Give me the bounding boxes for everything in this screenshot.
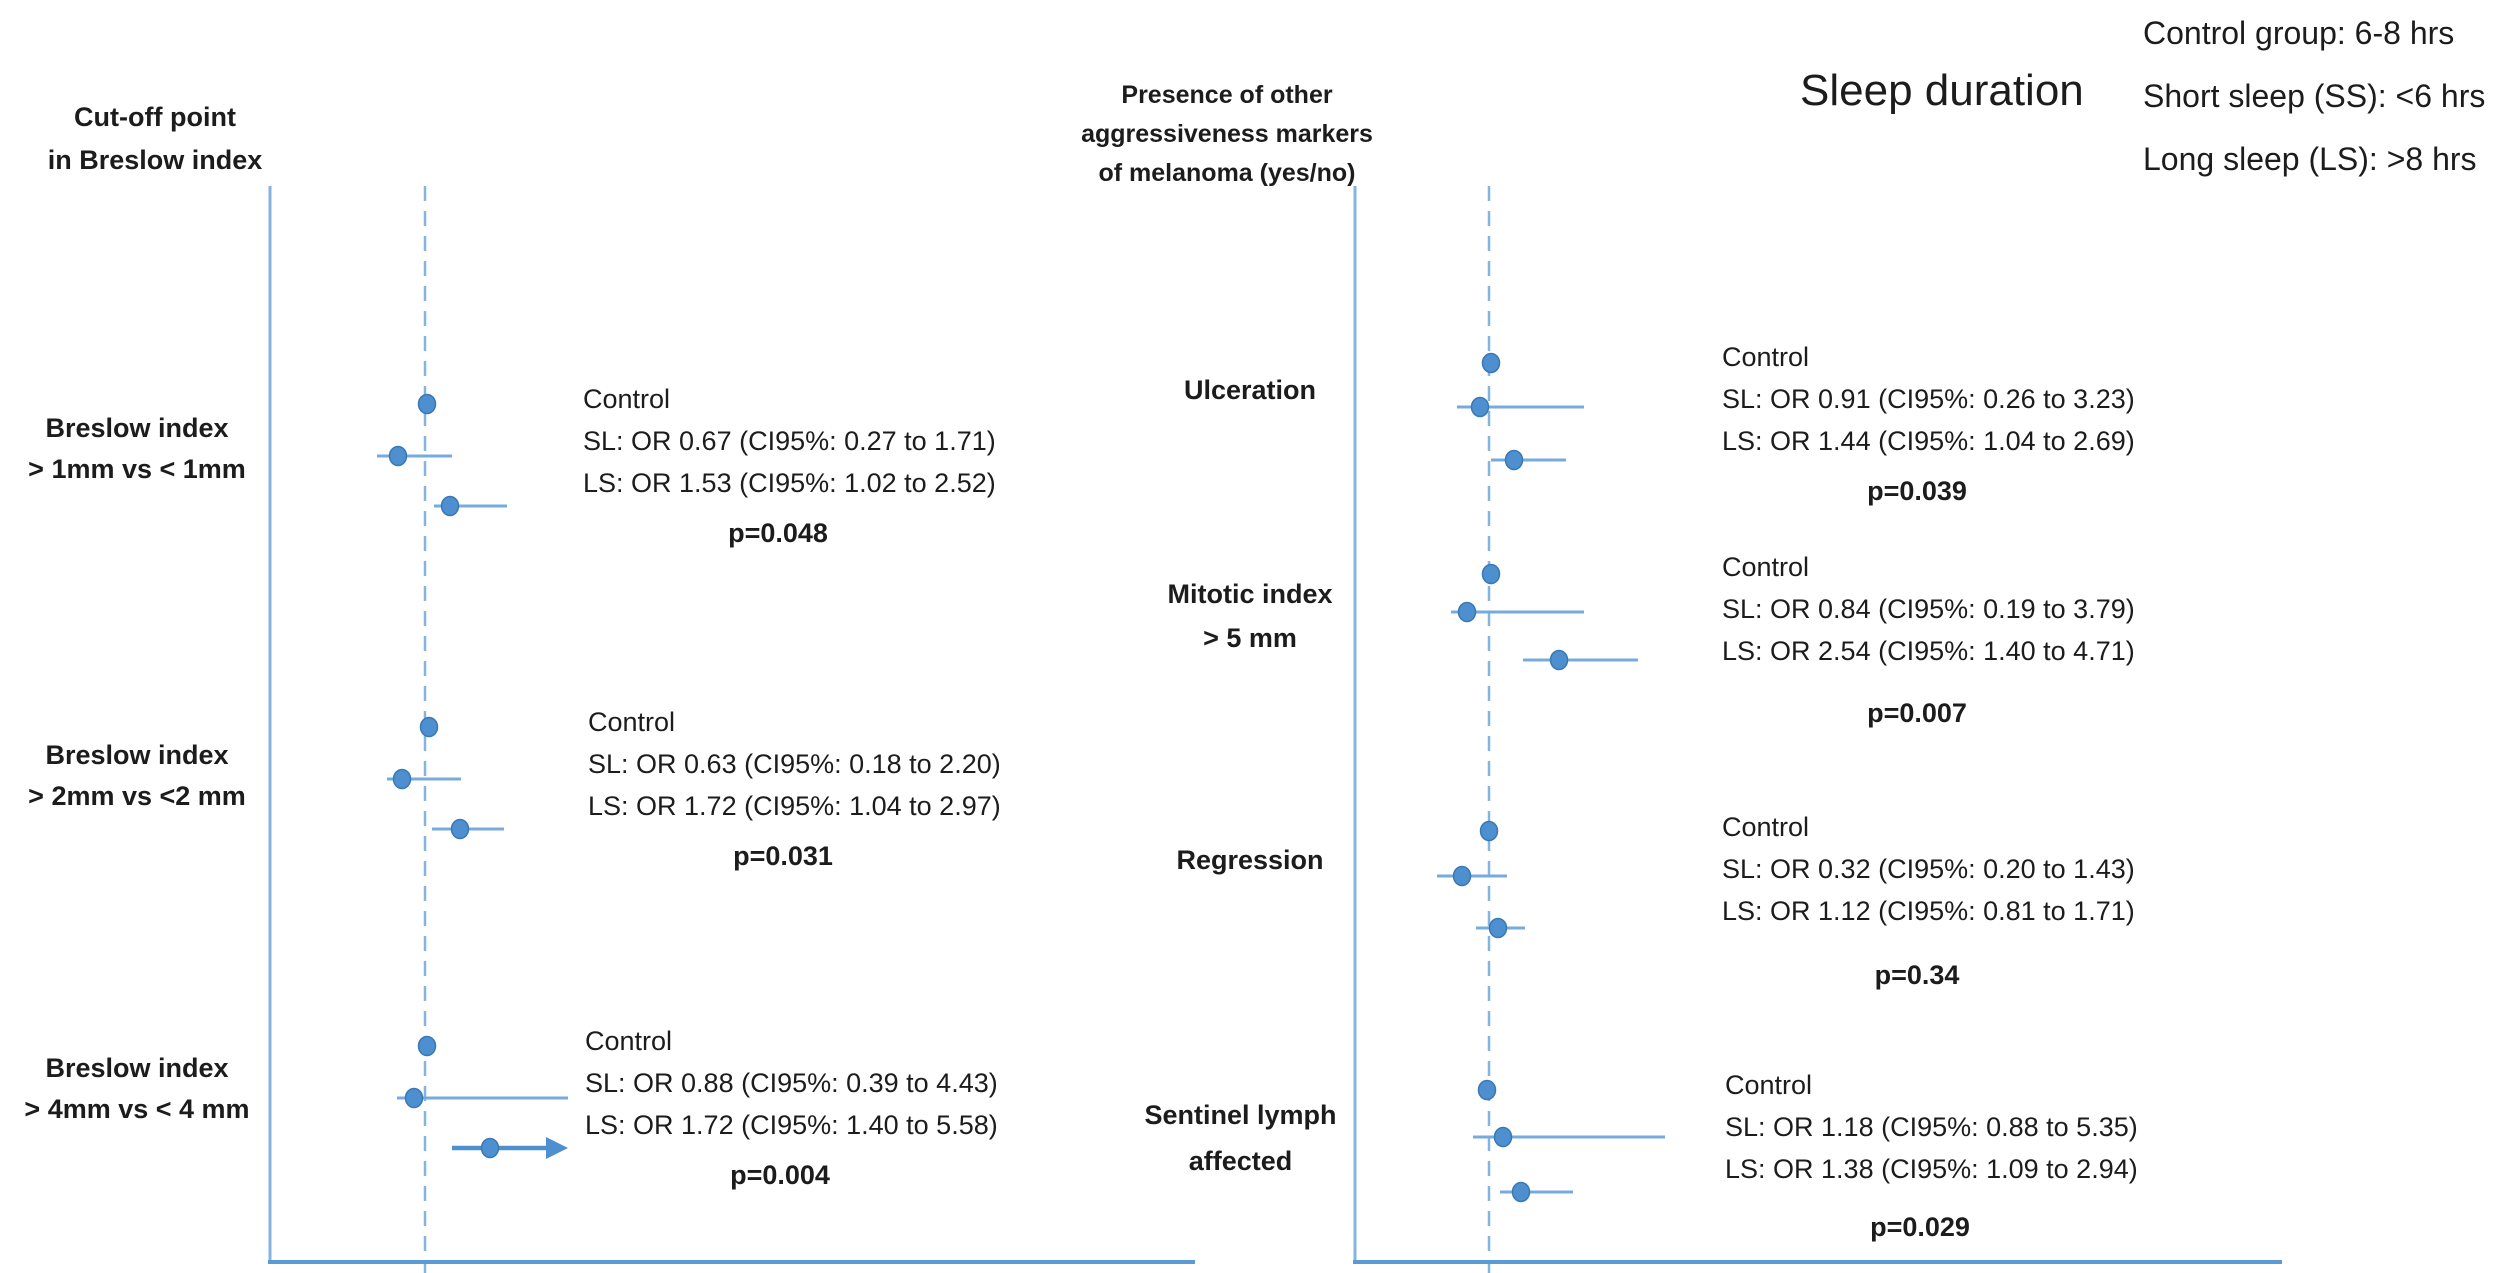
category-label-line: Mitotic index (1167, 579, 1333, 609)
category-label (8, 408, 266, 490)
category-label-line: Ulceration (1183, 375, 1317, 405)
legend-line-control: Control group: 6-8 hrs (2143, 15, 2455, 51)
sl-or-text: SL: OR 0.84 (CI95%: 0.19 to 3.79) (1722, 594, 2135, 624)
p-value-text: p=0.34 (1874, 960, 1960, 990)
category-label-line: Regression (1176, 845, 1324, 875)
panel-header-line: Presence of other (1121, 81, 1333, 109)
category-label (1145, 838, 1355, 882)
ls-marker (1506, 451, 1523, 470)
control-marker (1479, 1081, 1496, 1100)
sl-or-text: SL: OR 0.67 (CI95%: 0.27 to 1.71) (583, 426, 996, 456)
legend-line-short-sleep: Short sleep (SS): <6 hrs (2143, 78, 2486, 114)
control-or-text: Control (583, 384, 671, 414)
control-marker (1483, 354, 1500, 373)
sl-marker (1495, 1128, 1512, 1147)
sl-marker (1472, 398, 1489, 417)
ls-marker (1513, 1183, 1530, 1202)
ls-or-text: LS: OR 1.38 (CI95%: 1.09 to 2.94) (1725, 1154, 2138, 1184)
sl-marker (1459, 603, 1476, 622)
ls-or-text: LS: OR 1.12 (CI95%: 0.81 to 1.71) (1722, 896, 2135, 926)
p-value-text: p=0.031 (733, 841, 833, 871)
ls-or-text: LS: OR 1.72 (CI95%: 1.40 to 5.58) (585, 1110, 998, 1140)
p-value-text: p=0.048 (728, 518, 828, 548)
legend-line-long-sleep: Long sleep (LS): >8 hrs (2143, 141, 2477, 177)
or-text-block (1722, 546, 2135, 734)
control-or-text: Control (588, 707, 676, 737)
panel-header-line: in Breslow index (47, 145, 263, 175)
p-value-text: p=0.007 (1867, 698, 1967, 728)
category-label (1145, 368, 1355, 412)
control-marker (1481, 822, 1498, 841)
or-text-block (585, 1020, 998, 1196)
panel-header (30, 96, 280, 182)
panel-header-line: of melanoma (yes/no) (1098, 159, 1356, 187)
sl-marker (1454, 867, 1471, 886)
panel-header-line: Cut-off point (74, 102, 236, 132)
category-label (8, 735, 266, 817)
category-label-line: > 4mm vs < 4 mm (24, 1094, 250, 1124)
ls-or-text: LS: OR 2.54 (CI95%: 1.40 to 4.71) (1722, 636, 2135, 666)
category-label-line: > 2mm vs <2 mm (28, 781, 246, 811)
category-label (1145, 572, 1355, 660)
category-label-line: affected (1188, 1146, 1293, 1176)
sl-or-text: SL: OR 0.32 (CI95%: 0.20 to 1.43) (1722, 854, 2135, 884)
ls-marker (482, 1139, 499, 1158)
ls-marker (452, 820, 469, 839)
category-label (1133, 1092, 1348, 1184)
sleep-duration-legend (2143, 2, 2485, 191)
p-value-text: p=0.004 (730, 1160, 830, 1190)
category-label-line: > 5 mm (1203, 623, 1297, 653)
sl-or-text: SL: OR 0.91 (CI95%: 0.26 to 3.23) (1722, 384, 2135, 414)
sl-or-text: SL: OR 0.63 (CI95%: 0.18 to 2.20) (588, 749, 1001, 779)
p-value-text: p=0.039 (1867, 476, 1967, 506)
or-text-block (1722, 806, 2135, 996)
or-text-block (1722, 336, 2135, 512)
control-or-text: Control (1722, 342, 1810, 372)
control-or-text: Control (1722, 552, 1810, 582)
ls-marker (1490, 919, 1507, 938)
ls-or-text: LS: OR 1.44 (CI95%: 1.04 to 2.69) (1722, 426, 2135, 456)
category-label-line: Sentinel lymph (1144, 1100, 1337, 1130)
panel-header (1072, 76, 1382, 193)
p-value-text: p=0.029 (1870, 1212, 1970, 1242)
ls-or-text: LS: OR 1.72 (CI95%: 1.04 to 2.97) (588, 791, 1001, 821)
control-or-text: Control (1722, 812, 1810, 842)
control-marker (1483, 565, 1500, 584)
sl-or-text: SL: OR 0.88 (CI95%: 0.39 to 4.43) (585, 1068, 998, 1098)
control-marker (419, 395, 436, 414)
control-or-text: Control (585, 1026, 673, 1056)
or-text-block (588, 701, 1001, 877)
sl-marker (406, 1089, 423, 1108)
panel-header-line: aggressiveness markers (1081, 120, 1373, 148)
category-label-line: Breslow index (45, 413, 229, 443)
sl-or-text: SL: OR 1.18 (CI95%: 0.88 to 5.35) (1725, 1112, 2138, 1142)
figure-title: Sleep duration (1800, 66, 2084, 115)
ci-arrowhead (546, 1137, 568, 1159)
ls-marker (442, 497, 459, 516)
ls-marker (1551, 651, 1568, 670)
category-label-line: Breslow index (45, 1053, 229, 1083)
category-label-line: > 1mm vs < 1mm (28, 454, 246, 484)
ls-or-text: LS: OR 1.53 (CI95%: 1.02 to 2.52) (583, 468, 996, 498)
category-label (8, 1048, 266, 1130)
control-marker (419, 1037, 436, 1056)
or-text-block (583, 378, 996, 554)
sl-marker (390, 447, 407, 466)
control-or-text: Control (1725, 1070, 1813, 1100)
sl-marker (394, 770, 411, 789)
category-label-line: Breslow index (45, 740, 229, 770)
control-marker (421, 718, 438, 737)
or-text-block (1725, 1064, 2138, 1248)
